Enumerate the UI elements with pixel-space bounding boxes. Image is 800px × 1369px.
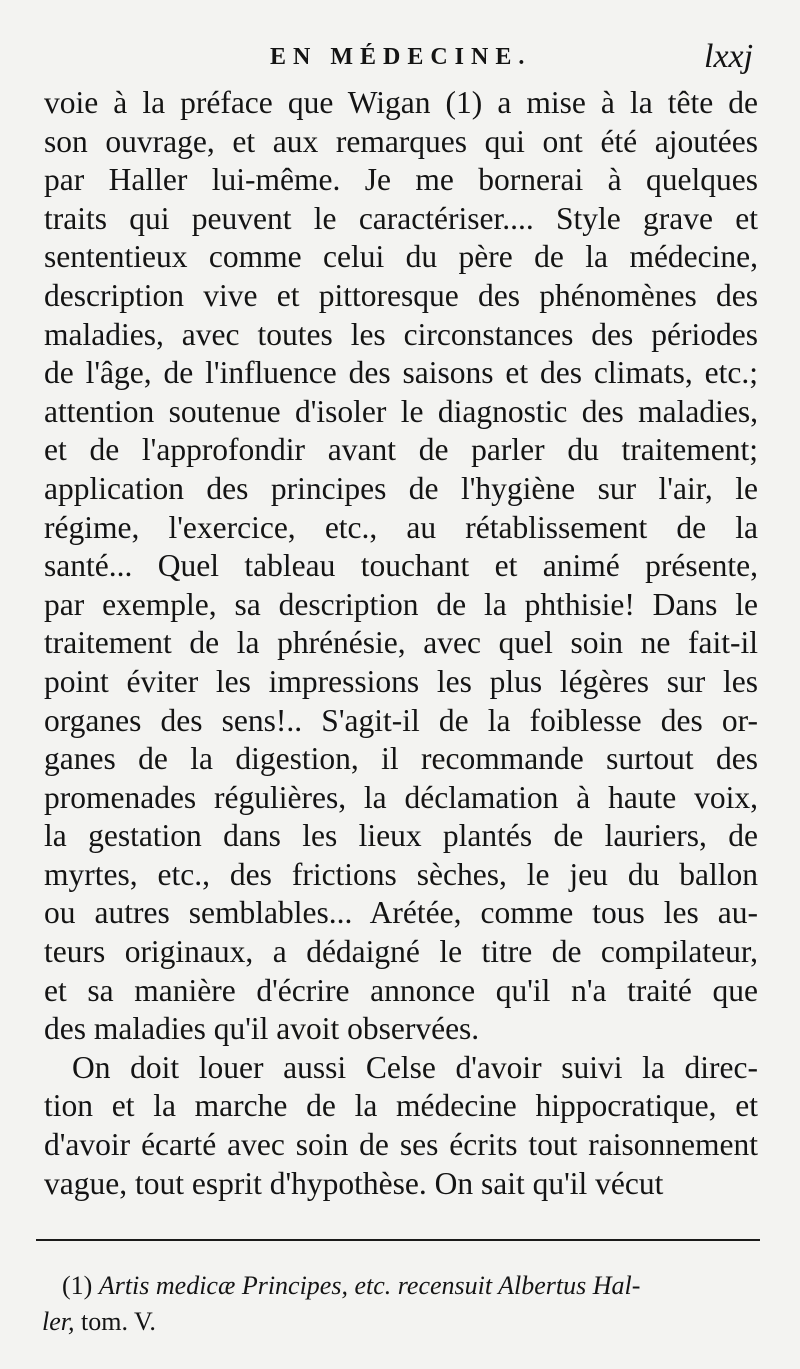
body-text (44, 84, 758, 1203)
paragraph-1-line-11: application des principes de l'hygiène sur l'air, le (44, 470, 758, 506)
footnote-volume: tom. V. (74, 1307, 156, 1336)
paragraph-1-line-5: sententieux comme celui du père de la médecine, (44, 239, 758, 275)
paragraph-1-line-8: de l'âge, de l'influence des saisons et des climats, etc.; (44, 355, 758, 391)
paragraph-1-line-6: description vive et pittoresque des phénomènes des (44, 277, 758, 313)
paragraph-1-line-10: et de l'approfondir avant de parler du traitement; (44, 432, 758, 468)
paragraph-1 (44, 84, 758, 1049)
paragraph-1-line-7: maladies, avec toutes les circonstances des périodes (44, 316, 758, 352)
paragraph-1-line-9: attention soutenue d'isoler le diagnostic des maladies, (44, 393, 758, 429)
paragraph-1-line-1: voie à la préface que Wigan (1) a mise à la tête de (44, 85, 758, 120)
footnote-author-end: ler, (42, 1307, 75, 1336)
paragraph-1-line-18: ganes de la digestion, il recommande surtout des (44, 741, 758, 777)
paragraph-1-line-20: la gestation dans les lieux plantés de lauriers, de (44, 818, 758, 854)
paragraph-2-line-4: vague, tout esprit d'hypothèse. On sait qu'il vécut (44, 1165, 664, 1201)
paragraph-1-line-17: organes des sens!.. S'agit-il de la foiblesse des or- (44, 702, 758, 738)
running-title: EN MÉDECINE. (270, 44, 532, 70)
footnote-line-2 (42, 1304, 762, 1340)
paragraph-1-line-23: teurs originaux, a dédaigné le titre de compilateur, (44, 934, 758, 970)
paragraph-1-line-16: point éviter les impressions les plus légères sur les (44, 663, 758, 699)
paragraph-1-line-4: traits qui peuvent le caractériser.... Style grave et (44, 200, 758, 236)
footnote-rule (36, 1239, 760, 1241)
paragraph-1-line-13: santé... Quel tableau touchant et animé présente, (44, 548, 758, 584)
paragraph-1-line-15: traitement de la phrénésie, avec quel soin ne fait-il (44, 625, 758, 661)
page-number: lxxj (704, 38, 754, 75)
footnote-citation: Artis medicæ Principes, etc. recensuit Albertus Hal- (98, 1271, 641, 1300)
footnote-line-1 (62, 1268, 762, 1304)
paragraph-2-line-2: tion et la marche de la médecine hippocratique, et (44, 1088, 758, 1124)
running-head (0, 38, 800, 78)
paragraph-2-line-1: On doit louer aussi Celse d'avoir suivi la direc- (72, 1049, 758, 1085)
paragraph-2 (44, 1049, 758, 1203)
footnote (42, 1268, 762, 1340)
paragraph-1-line-24: et sa manière d'écrire annonce qu'il n'a traité que (44, 972, 758, 1008)
footnote-marker: (1) (62, 1271, 93, 1300)
paragraph-1-line-12: régime, l'exercice, etc., au rétablissement de la (44, 509, 758, 545)
paragraph-1-line-19: promenades régulières, la déclamation à haute voix, (44, 779, 758, 815)
paragraph-1-line-14: par exemple, sa description de la phthisie! Dans le (44, 586, 758, 622)
paragraph-1-line-2: son ouvrage, et aux remarques qui ont été ajoutées (44, 123, 758, 159)
paragraph-1-line-25: des maladies qu'il avoit observées. (44, 1011, 480, 1047)
paragraph-1-line-21: myrtes, etc., des frictions sèches, le jeu du ballon (44, 856, 758, 892)
paragraph-1-line-22: ou autres semblables... Arétée, comme tous les au- (44, 895, 758, 931)
paragraph-1-line-3: par Haller lui-même. Je me bornerai à quelques (44, 162, 758, 198)
paragraph-2-line-3: d'avoir écarté avec soin de ses écrits tout raisonnement (44, 1127, 758, 1163)
